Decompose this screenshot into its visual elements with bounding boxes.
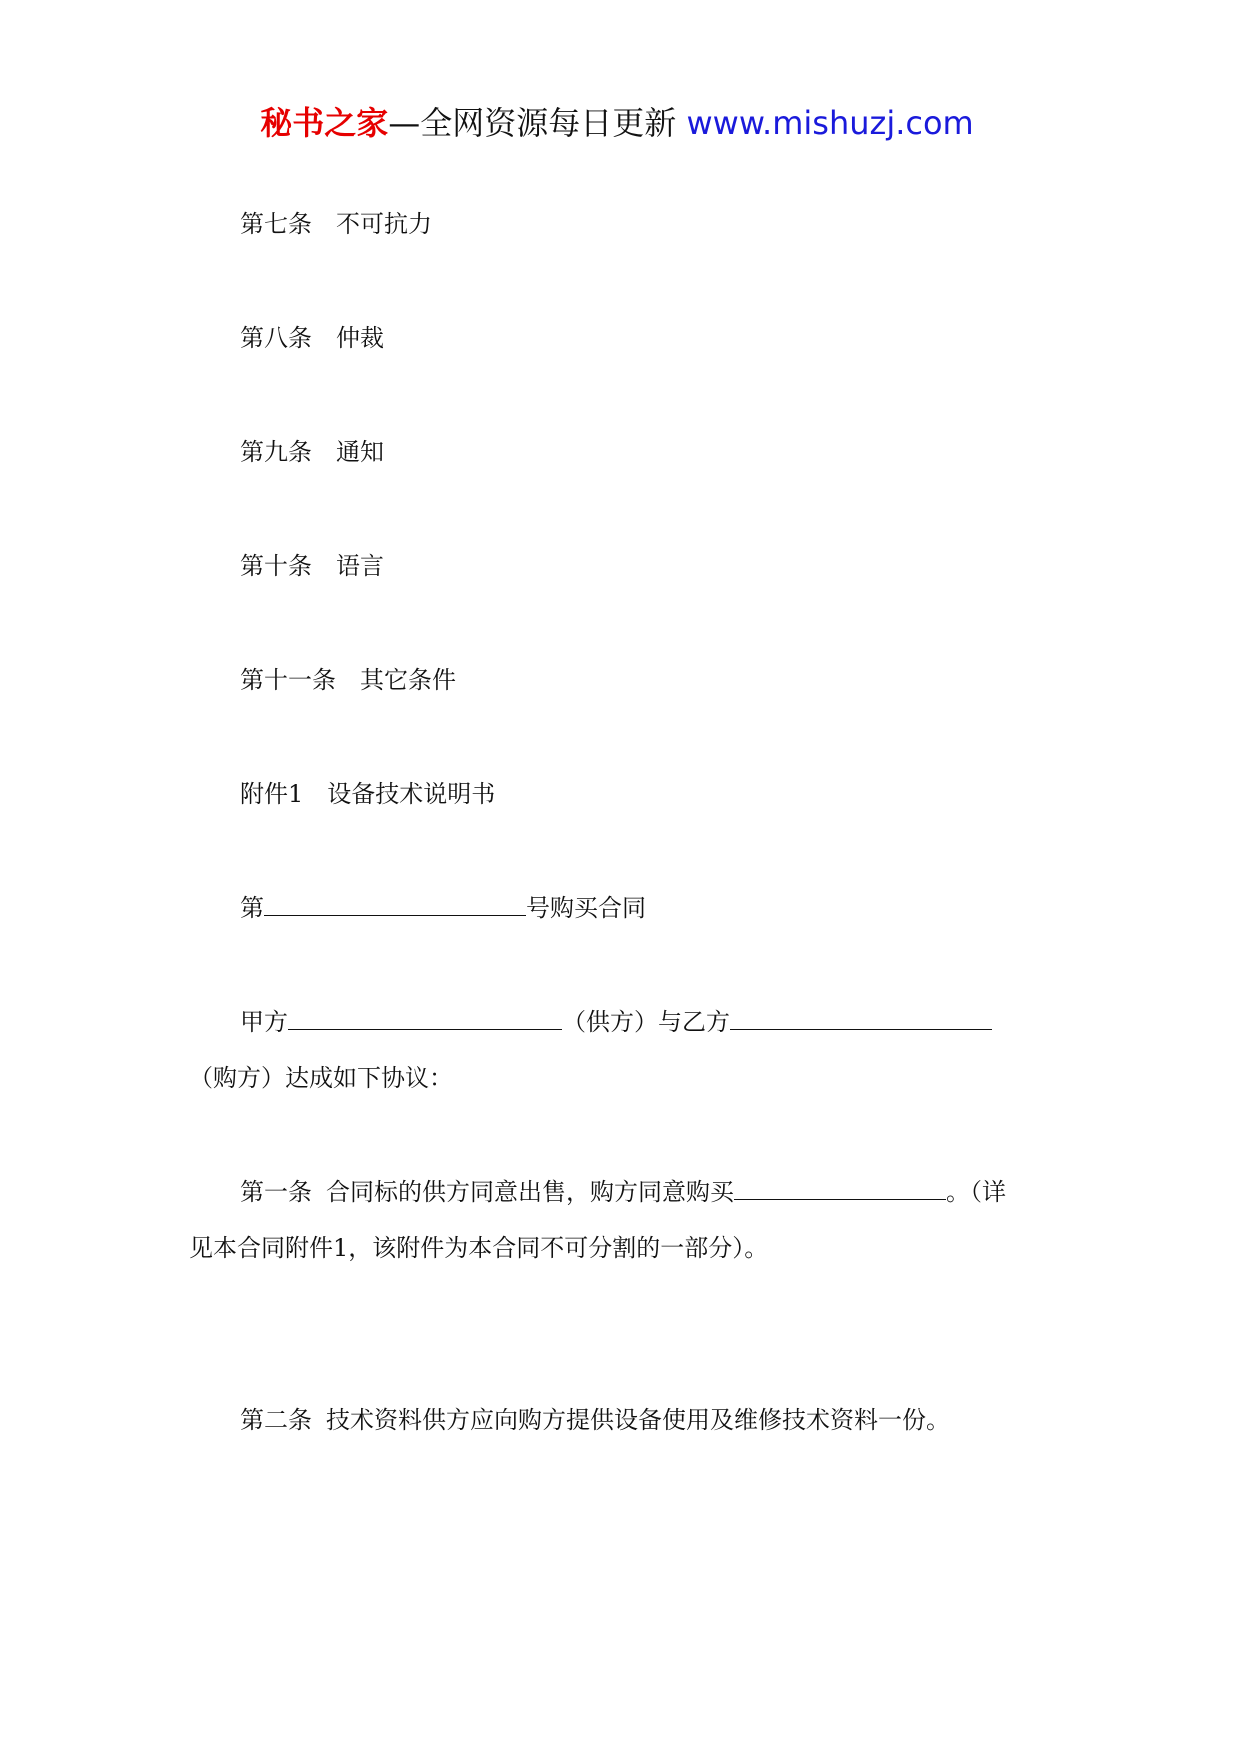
parties-agreement xyxy=(189,1061,453,1095)
contract-number-prefix: 第 xyxy=(240,894,264,922)
article-title: 通知 xyxy=(336,438,384,466)
article-7 xyxy=(240,207,432,241)
clause-text: 合同标的供方同意出售，购方同意购买 xyxy=(326,1178,734,1206)
party-a-label: 甲方 xyxy=(240,1008,288,1036)
brand-name: 秘书之家 xyxy=(260,104,389,142)
seller-label: （供方）与乙方 xyxy=(562,1008,730,1036)
clause-1-continued xyxy=(189,1231,768,1265)
slogan: —全网资源每日更新 xyxy=(388,104,677,142)
article-title: 不可抗力 xyxy=(336,210,432,238)
article-title: 语言 xyxy=(336,552,384,580)
clause-1 xyxy=(240,1175,1006,1209)
site-header xyxy=(0,100,1234,146)
party-a-blank[interactable] xyxy=(288,1005,562,1030)
site-url-link[interactable]: www.mishuzj.com xyxy=(686,104,974,142)
article-9 xyxy=(240,435,384,469)
clause-2 xyxy=(240,1403,950,1437)
article-title: 仲裁 xyxy=(336,324,384,352)
party-b-blank[interactable] xyxy=(730,1005,992,1030)
clause-number: 第一条 xyxy=(240,1178,312,1206)
clause-number: 第二条 xyxy=(240,1406,312,1434)
article-number: 第十条 xyxy=(240,552,312,580)
clause-tail: 。（详 xyxy=(946,1178,1006,1206)
contract-number-line xyxy=(240,891,646,925)
article-11 xyxy=(240,663,456,697)
article-10 xyxy=(240,549,384,583)
article-number: 第九条 xyxy=(240,438,312,466)
clause-text: 技术资料供方应向购方提供设备使用及维修技术资料一份。 xyxy=(326,1406,950,1434)
article-title: 其它条件 xyxy=(360,666,456,694)
purchase-item-blank[interactable] xyxy=(734,1175,946,1200)
attachment-number: 附件1 xyxy=(240,780,304,808)
article-number: 第八条 xyxy=(240,324,312,352)
article-8 xyxy=(240,321,384,355)
attachment-title: 设备技术说明书 xyxy=(327,780,496,808)
clause-text-continued: 见本合同附件1，该附件为本合同不可分割的一部分）。 xyxy=(189,1234,769,1262)
article-number: 第十一条 xyxy=(240,666,336,694)
article-number: 第七条 xyxy=(240,210,312,238)
contract-number-suffix: 号购买合同 xyxy=(526,894,646,922)
buyer-agreement-text: （购方）达成如下协议： xyxy=(189,1064,453,1092)
attachment-heading xyxy=(240,777,495,811)
parties-line xyxy=(240,1005,992,1039)
contract-number-blank[interactable] xyxy=(264,891,526,916)
